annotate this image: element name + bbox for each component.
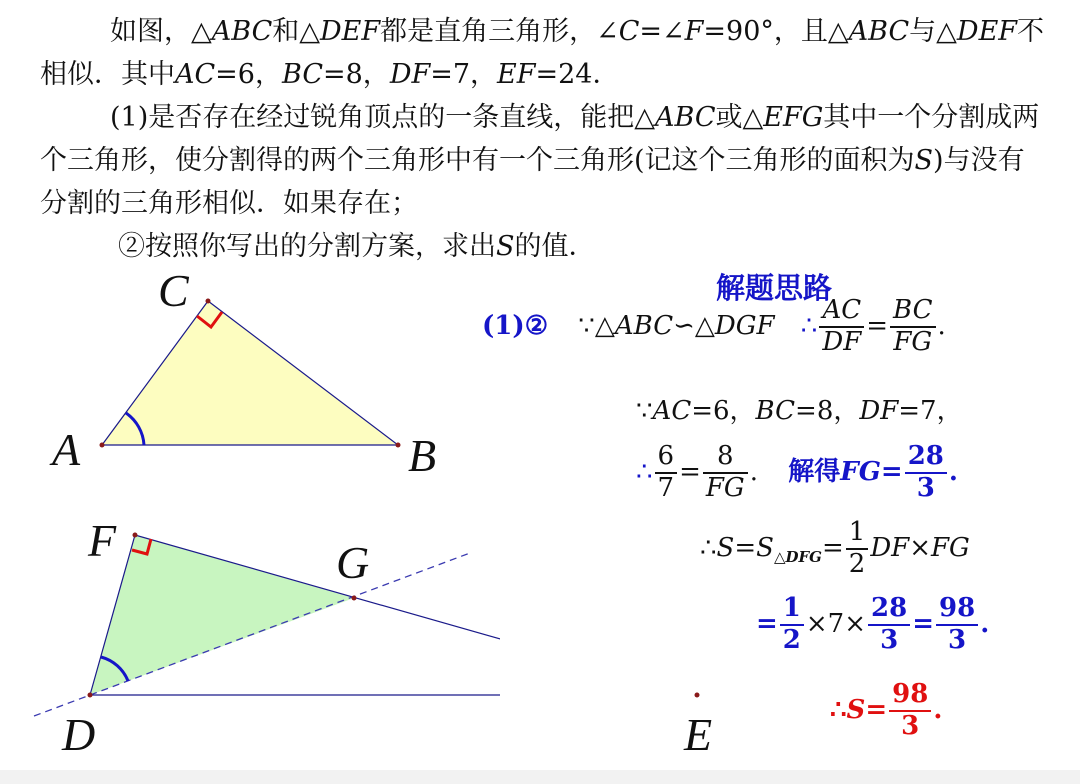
bottom-strip [0,770,1080,784]
label-e-layer [670,700,750,780]
problem-intro: 如图，△ABC和△DEF都是直角三角形，∠C=∠F=90°，且△ABC与△DEF不相似．其中AC=6，BC=8，DF=7，EF=24． [40,16,1045,90]
label-c: C [158,265,189,316]
vertex-d [88,693,93,698]
solution-line-4: $\therefore S=S_{\triangle DFG}=$ $\frac{1}{2}$ DF×FG [700,517,970,579]
question-1: (1)是否存在经过锐角顶点的一条直线，能把△ABC或△EFG其中一个分割成两个三角形，使分割得的两个三角形中有一个三角形(记这个三角形的面积为S)与没有分割的三角形相似．如果存在； [40,102,1040,219]
solution-line-5: = $\frac{1}{2}$ ×7× $\frac{28}{3}$ = $\frac{98}{3}$ . [756,593,990,655]
geometry-figure [0,264,500,764]
solution-answer: ∴S= $\frac{98}{3}$ . [830,679,943,741]
vertex-a [100,443,105,448]
label-b: B [408,430,437,481]
vertex-g [352,596,357,601]
triangle-abc [102,301,398,445]
solution-line-1: (1)② ∵△ABC∽△DGF ∴ $\frac{AC}{DF}$ = $\frac{BC}{FG}$ . [482,295,946,357]
question-2: ②按照你写出的分割方案，求出S的值． [118,231,596,262]
label-g: G [336,537,370,588]
vertex-c [206,299,211,304]
solution-line-2: ∵AC=6，BC=8，DF=7， [636,396,963,426]
label-e: E [684,709,713,760]
solution-line-3: ∴ $\frac{6}{7}$ = $\frac{8}{FG}$ . 解得FG= $\frac{28}{3}$ . [636,441,958,503]
triangle-dfg [90,535,354,695]
vertex-f [133,533,138,538]
label-a: A [52,424,81,475]
label-d: D [62,709,96,760]
figure-edge-ext [690,688,710,708]
solution-heading: 解题思路 [716,271,833,305]
label-f: F [88,515,117,566]
vertex-b [396,443,401,448]
